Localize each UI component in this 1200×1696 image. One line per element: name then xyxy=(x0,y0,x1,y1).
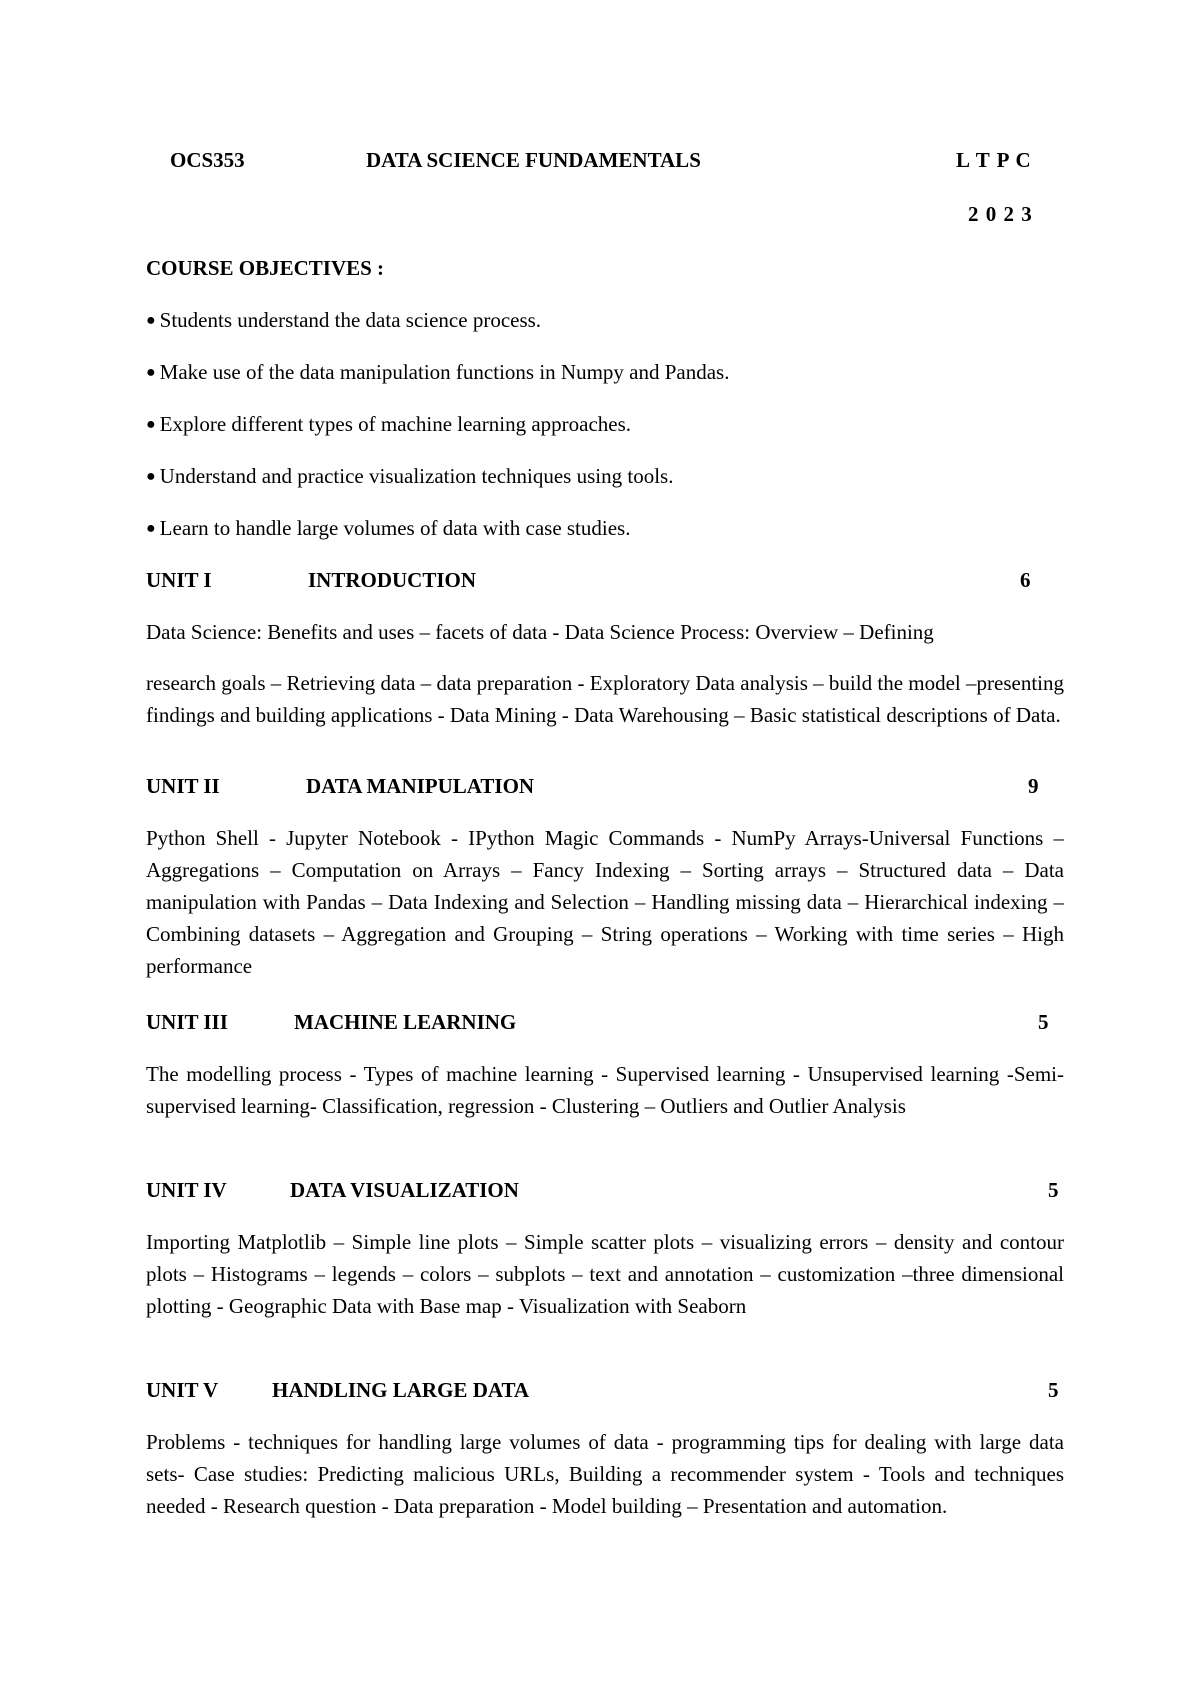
ltpc-label: L T P C xyxy=(956,148,1032,172)
unit-2-description: Python Shell - Jupyter Notebook - IPython Magic Commands - NumPy Arrays-Universal Functions – Aggregations – Computation on Arrays – Fancy Indexing – Sorting arrays – Structured data – Data manipulation with Pandas – Data Indexing and Selection – Handling missing data – Hierarchical indexing – Combining datasets – Aggregation and Grouping – String operations – Working with time series – High performance xyxy=(146,826,1064,978)
unit-title: INTRODUCTION xyxy=(308,568,477,592)
objective-item: ● Learn to handle large volumes of data with case studies. xyxy=(146,516,631,540)
unit-2-heading xyxy=(146,770,1064,802)
unit-4-description: Importing Matplotlib – Simple line plots – Simple scatter plots – visualizing errors – density and contour plots – Histograms – legends – colors – subplots – text and annotation – customization –three dimensional plotting - Geographic Data with Base map - Visualization with Seaborn xyxy=(146,1230,1064,1318)
unit-4-heading xyxy=(146,1174,1064,1206)
unit-3-description: The modelling process - Types of machine learning - Supervised learning - Unsupervised learning -Semi-supervised learning- Classification, regression - Clustering – Outliers and Outlier Analysis xyxy=(146,1062,1064,1118)
course-title: DATA SCIENCE FUNDAMENTALS xyxy=(366,148,701,172)
unit-hours: 5 xyxy=(1048,1378,1059,1402)
objective-item: ● Understand and practice visualization techniques using tools. xyxy=(146,464,674,488)
unit-1-description-line: Data Science: Benefits and uses – facets of data - Data Science Process: Overview – Defining xyxy=(146,620,934,644)
course-code: OCS353 xyxy=(170,148,245,172)
unit-hours: 9 xyxy=(1028,774,1039,798)
bullet-icon: ● xyxy=(146,468,156,485)
unit-5-description: Problems - techniques for handling large volumes of data - programming tips for dealing with large data sets- Case studies: Predicting malicious URLs, Building a recommender system - Tools and techniques needed - Research question - Data preparation - Model building – Presentation and automation. xyxy=(146,1430,1064,1518)
objective-item: ● Explore different types of machine learning approaches. xyxy=(146,412,632,436)
objective-item: ● Students understand the data science process. xyxy=(146,308,542,332)
unit-title: MACHINE LEARNING xyxy=(294,1010,517,1034)
unit-label: UNIT V xyxy=(146,1378,219,1402)
bullet-icon: ● xyxy=(146,364,156,381)
unit-label: UNIT III xyxy=(146,1010,228,1034)
objectives-heading: COURSE OBJECTIVES : xyxy=(146,256,385,280)
bullet-icon: ● xyxy=(146,312,156,329)
unit-hours: 5 xyxy=(1038,1010,1049,1034)
bullet-icon: ● xyxy=(146,520,156,537)
unit-1-description: research goals – Retrieving data – data preparation - Exploratory Data analysis – build the model –presenting findings and building applications - Data Mining - Data Warehousing – Basic statistical descriptions of Data. xyxy=(146,671,1064,727)
unit-label: UNIT I xyxy=(146,568,212,592)
unit-label: UNIT II xyxy=(146,774,220,798)
unit-hours: 5 xyxy=(1048,1178,1059,1202)
bullet-icon: ● xyxy=(146,416,156,433)
ltpc-values: 2 0 2 3 xyxy=(968,202,1033,226)
objective-item: ● Make use of the data manipulation functions in Numpy and Pandas. xyxy=(146,360,730,384)
unit-1-heading xyxy=(146,564,1064,596)
unit-title: DATA MANIPULATION xyxy=(306,774,535,798)
unit-3-heading xyxy=(146,1006,1064,1038)
unit-title: DATA VISUALIZATION xyxy=(290,1178,519,1202)
unit-5-heading xyxy=(146,1374,1064,1406)
unit-hours: 6 xyxy=(1020,568,1031,592)
unit-label: UNIT IV xyxy=(146,1178,227,1202)
unit-title: HANDLING LARGE DATA xyxy=(272,1378,530,1402)
